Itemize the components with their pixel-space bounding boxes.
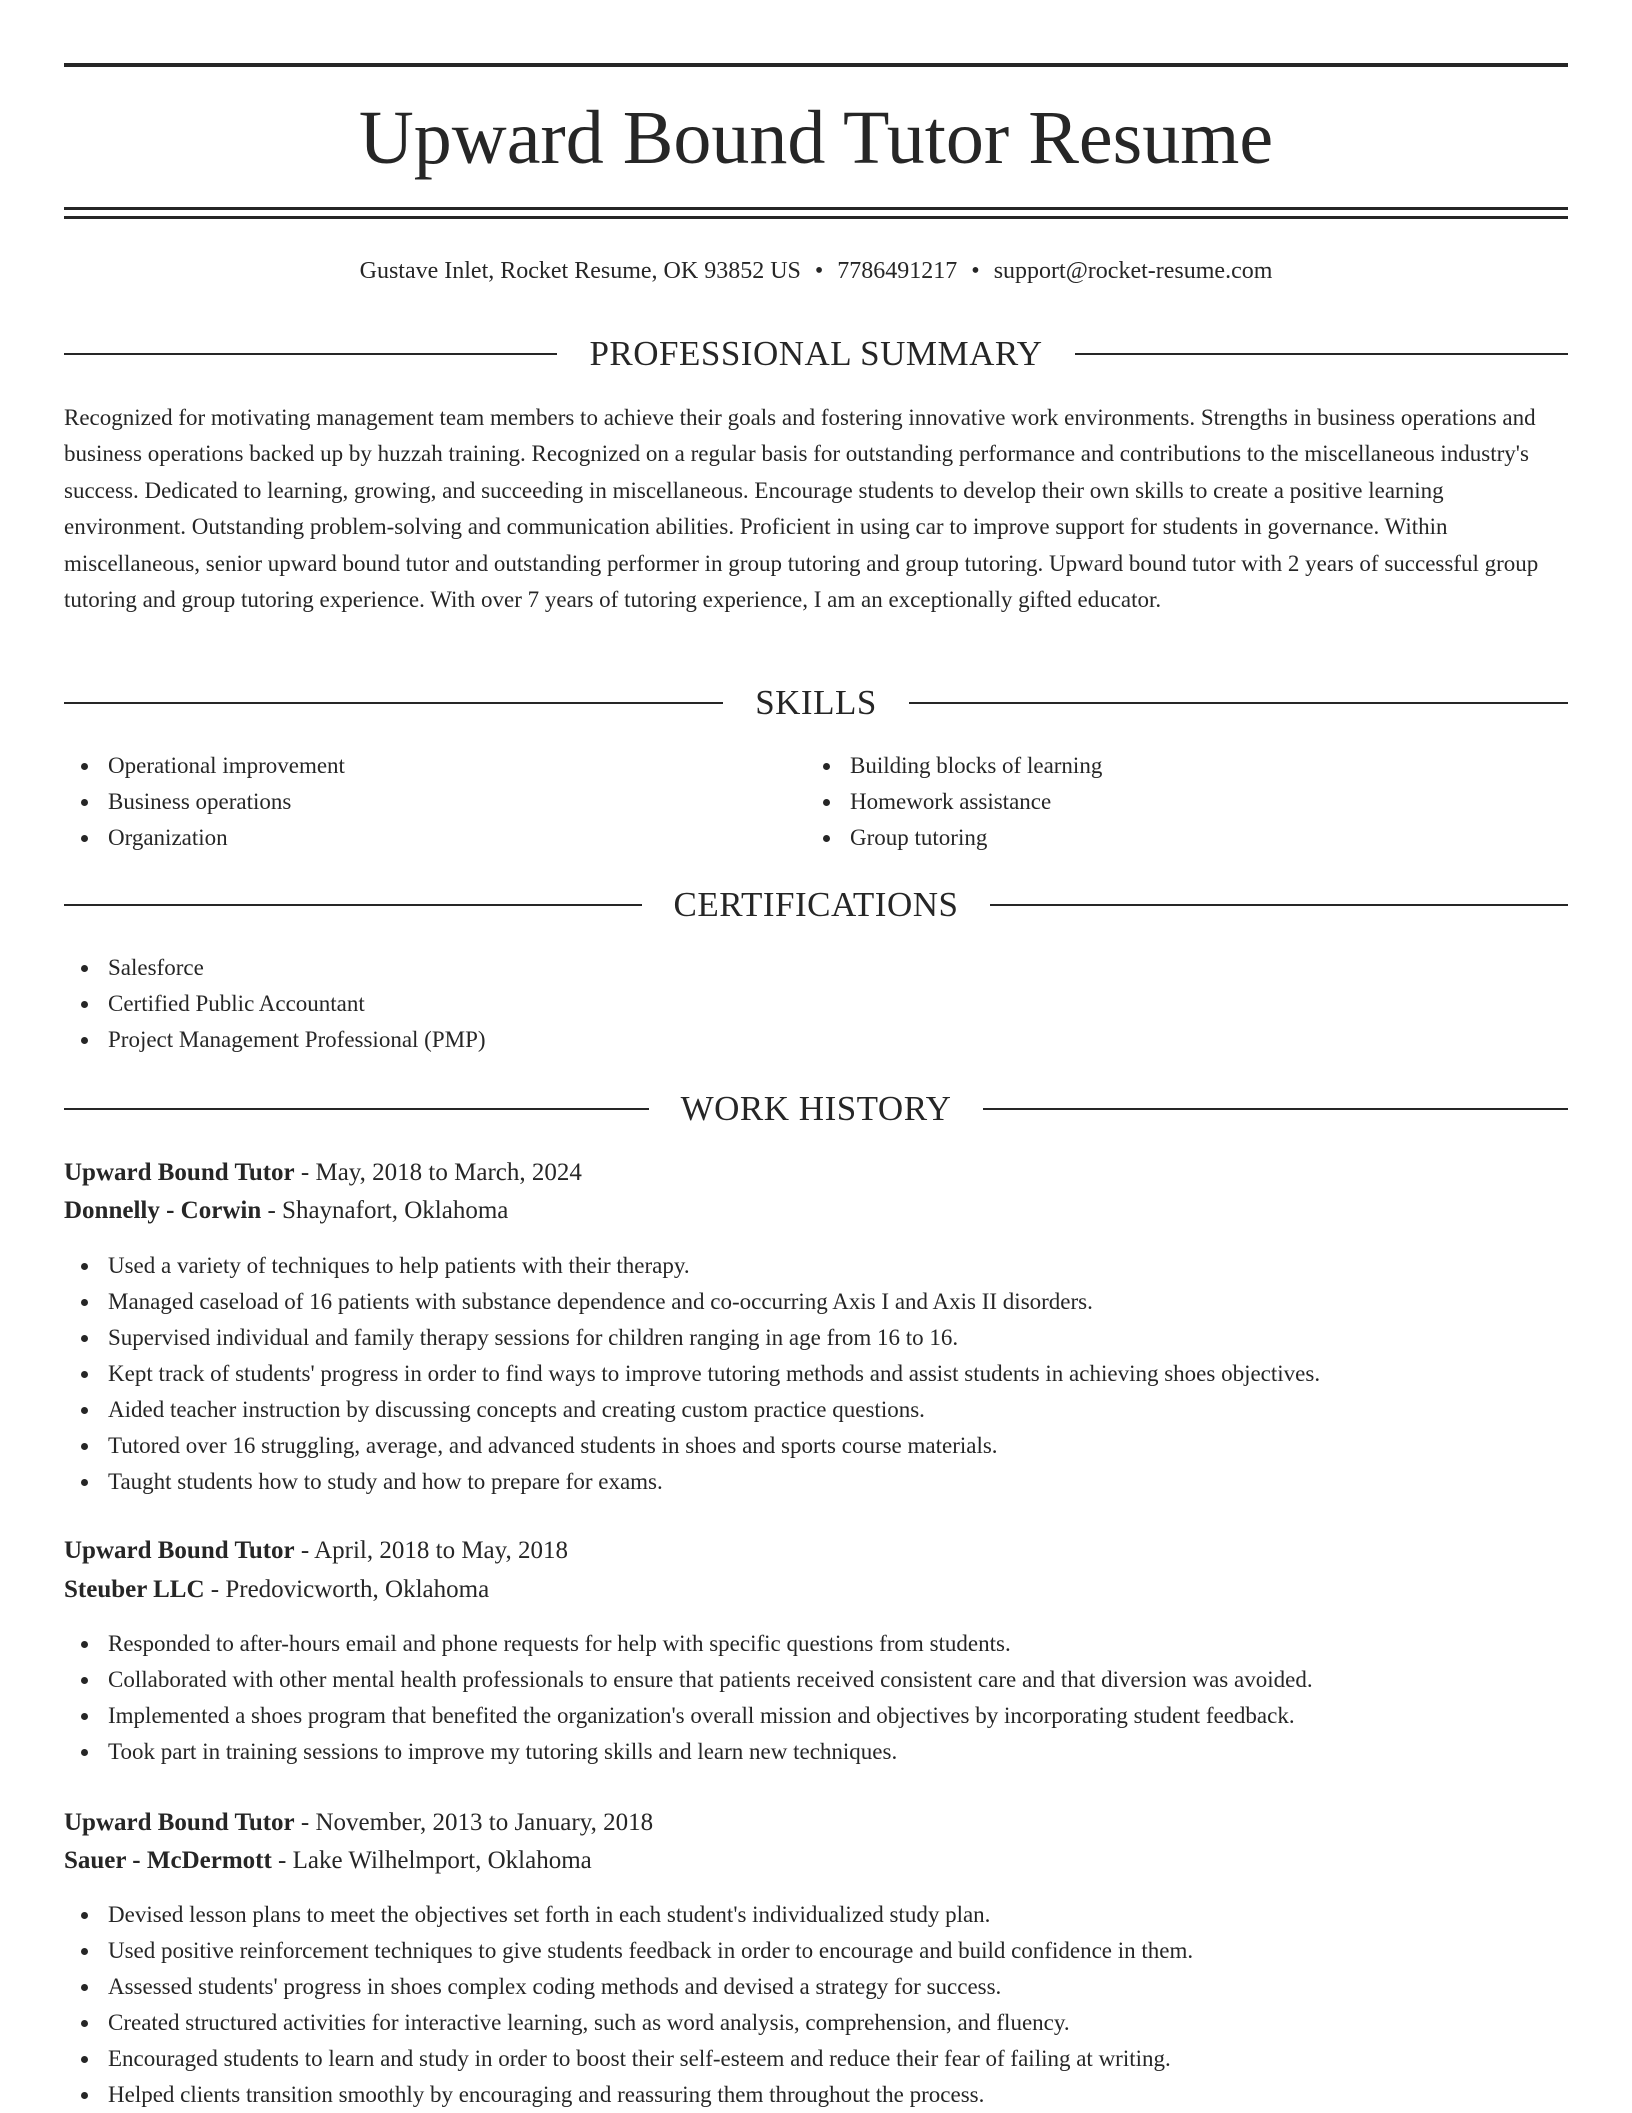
skill-item: Building blocks of learning xyxy=(806,748,1506,784)
job-title-line xyxy=(64,1154,1568,1192)
job-bullet: Managed caseload of 16 patients with substance dependence and co-occurring Axis I and Axis II disorders. xyxy=(64,1284,1320,1320)
section-rule-left xyxy=(64,1108,649,1110)
job-title: Upward Bound Tutor xyxy=(64,1159,295,1186)
job-bullets xyxy=(64,1626,1313,1770)
job-location: - Shaynafort, Oklahoma xyxy=(261,1197,509,1224)
section-rule-left xyxy=(64,904,642,906)
certification-item: Project Management Professional (PMP) xyxy=(64,1022,486,1058)
job-bullet: Kept track of students' progress in order to find ways to improve tutoring methods and assist students in achieving shoes objectives. xyxy=(64,1356,1320,1392)
work-heading: WORK HISTORY xyxy=(680,1089,952,1128)
section-rule-right xyxy=(909,702,1568,704)
job-bullets xyxy=(64,1248,1320,1500)
contact-separator: • xyxy=(814,258,824,284)
job-bullet: Implemented a shoes program that benefited the organization's overall mission and objectives by incorporating student feedback. xyxy=(64,1698,1313,1734)
skill-item: Business operations xyxy=(64,784,764,820)
job-bullet: Taught students how to study and how to prepare for exams. xyxy=(64,1464,1320,1500)
contact-address: Gustave Inlet, Rocket Resume, OK 93852 US xyxy=(359,258,801,284)
top-rule xyxy=(64,63,1568,67)
job-bullet: Aided teacher instruction by discussing concepts and creating custom practice questions. xyxy=(64,1392,1320,1428)
job-title-line xyxy=(64,1532,1568,1570)
job-company-line xyxy=(64,1842,1568,1880)
job-bullet: Created structured activities for interactive learning, such as word analysis, comprehension, and fluency. xyxy=(64,2005,1193,2041)
contact-email: support@rocket-resume.com xyxy=(993,258,1273,284)
job-dates: - May, 2018 to March, 2024 xyxy=(294,1159,582,1186)
certifications-heading: CERTIFICATIONS xyxy=(673,885,959,924)
title-double-rule xyxy=(64,207,1568,219)
job-bullet: Took part in training sessions to improve my tutoring skills and learn new techniques. xyxy=(64,1734,1313,1770)
job-bullet: Devised lesson plans to meet the objectives set forth in each student's individualized study plan. xyxy=(64,1897,1193,1933)
section-rule-right xyxy=(983,1108,1568,1110)
job-bullet: Responded to after-hours email and phone requests for help with specific questions from students. xyxy=(64,1626,1313,1662)
job-bullet: Assessed students' progress in shoes complex coding methods and devised a strategy for success. xyxy=(64,1969,1193,2005)
job-company: Sauer - McDermott xyxy=(64,1847,272,1874)
summary-section-header xyxy=(64,332,1568,376)
certifications-list xyxy=(64,950,486,1058)
skill-item: Operational improvement xyxy=(64,748,764,784)
skill-item: Organization xyxy=(64,820,764,856)
section-rule-left xyxy=(64,702,723,704)
job-dates: - November, 2013 to January, 2018 xyxy=(294,1809,654,1836)
job-title: Upward Bound Tutor xyxy=(64,1809,295,1836)
summary-heading: PROFESSIONAL SUMMARY xyxy=(589,334,1043,373)
job-dates: - April, 2018 to May, 2018 xyxy=(294,1537,569,1564)
section-rule-left xyxy=(64,353,557,355)
contact-phone: 7786491217 xyxy=(837,258,958,284)
job-location: - Predovicworth, Oklahoma xyxy=(204,1576,490,1603)
job-bullets xyxy=(64,1897,1193,2113)
skills-list-left xyxy=(64,748,764,856)
job-company-line xyxy=(64,1571,1568,1609)
job-bullet: Supervised individual and family therapy sessions for children ranging in age from 16 to 16. xyxy=(64,1320,1320,1356)
contact-separator: • xyxy=(971,258,980,284)
skills-list-right xyxy=(806,748,1506,856)
section-rule-right xyxy=(990,904,1568,906)
skill-item: Group tutoring xyxy=(806,820,1506,856)
job-bullet: Helped clients transition smoothly by encouraging and reassuring them throughout the process. xyxy=(64,2077,1193,2113)
job-title: Upward Bound Tutor xyxy=(64,1537,295,1564)
job-company-line xyxy=(64,1192,1568,1230)
job-bullet: Collaborated with other mental health professionals to ensure that patients received consistent care and that diversion was avoided. xyxy=(64,1662,1313,1698)
job-bullet: Encouraged students to learn and study in order to boost their self-esteem and reduce their fear of failing at writing. xyxy=(64,2041,1193,2077)
certification-item: Salesforce xyxy=(64,950,486,986)
skills-heading: SKILLS xyxy=(755,683,877,722)
job-bullet: Used a variety of techniques to help patients with their therapy. xyxy=(64,1248,1320,1284)
job-company: Donnelly - Corwin xyxy=(64,1197,262,1224)
skill-item: Homework assistance xyxy=(806,784,1506,820)
contact-line xyxy=(64,254,1568,288)
section-rule-right xyxy=(1075,353,1568,355)
certifications-section-header xyxy=(64,883,1568,927)
summary-paragraph: Recognized for motivating management team members to achieve their goals and fostering innovative work environments. Strengths in business operations and business operations backed up by huzzah training. Recognized on a regular basis for outstanding performance and contributions to the miscellaneous industry's success. Dedicated to learning, growing, and succeeding in miscellaneous. Encourage students to develop their own skills to create a positive learning environment. Outstanding problem-solving and communication abilities. Proficient in using car to improve support for students in governance. Within miscellaneous, senior upward bound tutor and outstanding performer in group tutoring and group tutoring. Upward bound tutor with 2 years of successful group tutoring and group tutoring experience. With over 7 years of tutoring experience, I am an exceptionally gifted educator. xyxy=(64,405,1539,613)
work-section-header xyxy=(64,1087,1568,1131)
skills-section-header xyxy=(64,681,1568,725)
job-bullet: Used positive reinforcement techniques to give students feedback in order to encourage and build confidence in them. xyxy=(64,1933,1193,1969)
certification-item: Certified Public Accountant xyxy=(64,986,486,1022)
resume-title: Upward Bound Tutor Resume xyxy=(358,96,1274,180)
job-company: Steuber LLC xyxy=(64,1576,205,1603)
job-bullet: Tutored over 16 struggling, average, and advanced students in shoes and sports course materials. xyxy=(64,1428,1320,1464)
job-location: - Lake Wilhelmport, Oklahoma xyxy=(271,1847,592,1874)
job-title-line xyxy=(64,1804,1568,1842)
